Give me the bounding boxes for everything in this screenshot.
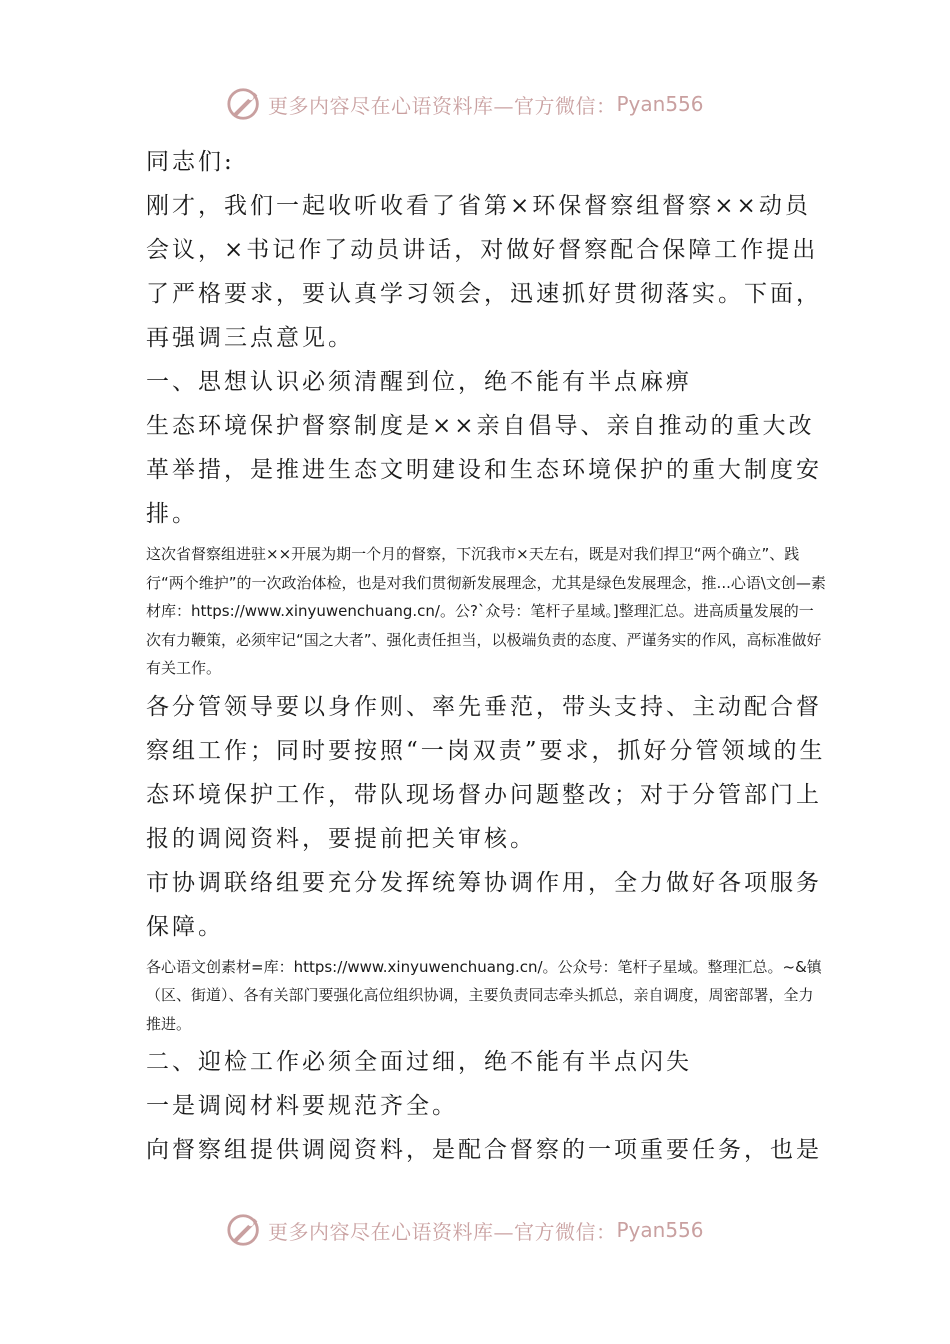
- section-heading-1: 一、思想认识必须清醒到位，绝不能有半点麻痹: [146, 369, 692, 395]
- small-paragraph: 各心语文创素材=库：https://www.xinyuwenchuang.cn/。公众号：笔杆子星域。整理汇总。~&镇（区、街道）、各有关部门要强化高位组织协调，主要负责同志牵头抓总，亲自调度，周密部署，全力推进。: [146, 957, 822, 1033]
- paragraph: 向督察组提供调阅资料，是配合督察的一项重要任务，也是: [146, 1137, 822, 1163]
- xinyu-logo-icon: [226, 1211, 264, 1249]
- paragraph: 生态环境保护督察制度是××亲自倡导、亲自推动的重大改革举措，是推进生态文明建设和生态环境保护的重大制度安排。: [146, 413, 822, 527]
- header-watermark-banner: [226, 84, 704, 124]
- xinyu-logo-icon: [226, 85, 264, 123]
- footer-watermark-banner: [226, 1210, 704, 1250]
- subheading: 一是调阅材料要规范齐全。: [146, 1093, 458, 1119]
- banner-wechat-id: Pyan556: [616, 1218, 704, 1242]
- banner-wechat-id: Pyan556: [616, 92, 704, 116]
- paragraph: 市协调联络组要充分发挥统筹协调作用，全力做好各项服务保障。: [146, 869, 822, 940]
- document-body: [146, 140, 826, 1172]
- small-paragraph: 这次省督察组进驻××开展为期一个月的督察，下沉我市×天左右，既是对我们捍卫“两个确立”、践行“两个维护”的一次政治体检，也是对我们贯彻新发展理念，尤其是绿色发展理念，推...心语\文创—素材库：https://www.xinyuwenchuang.cn/。公?`众号：笔杆子星域。]整理汇总。进高质量发展的一次有力鞭策，必须牢记“国之大者”、强化责任担当，以极端负责的态度、严谨务实的作风，高标准做好有关工作。: [146, 545, 826, 677]
- intro-paragraph: 刚才，我们一起收听收看了省第×环保督察组督察××动员会议，×书记作了动员讲话，对做好督察配合保障工作提出了严格要求，要认真学习领会，迅速抓好贯彻落实。下面，再强调三点意见。: [146, 193, 822, 351]
- banner-text: 更多内容尽在心语资料库—官方微信：: [268, 1219, 617, 1244]
- section-heading-2: 二、迎检工作必须全面过细，绝不能有半点闪失: [146, 1049, 692, 1075]
- paragraph: 各分管领导要以身作则、率先垂范，带头支持、主动配合督察组工作；同时要按照“一岗双责”要求，抓好分管领域的生态环境保护工作，带队现场督办问题整改；对于分管部门上报的调阅资料，要提前把关审核。: [146, 693, 826, 852]
- banner-text: 更多内容尽在心语资料库—官方微信：: [268, 93, 617, 118]
- salutation: 同志们:: [146, 149, 235, 175]
